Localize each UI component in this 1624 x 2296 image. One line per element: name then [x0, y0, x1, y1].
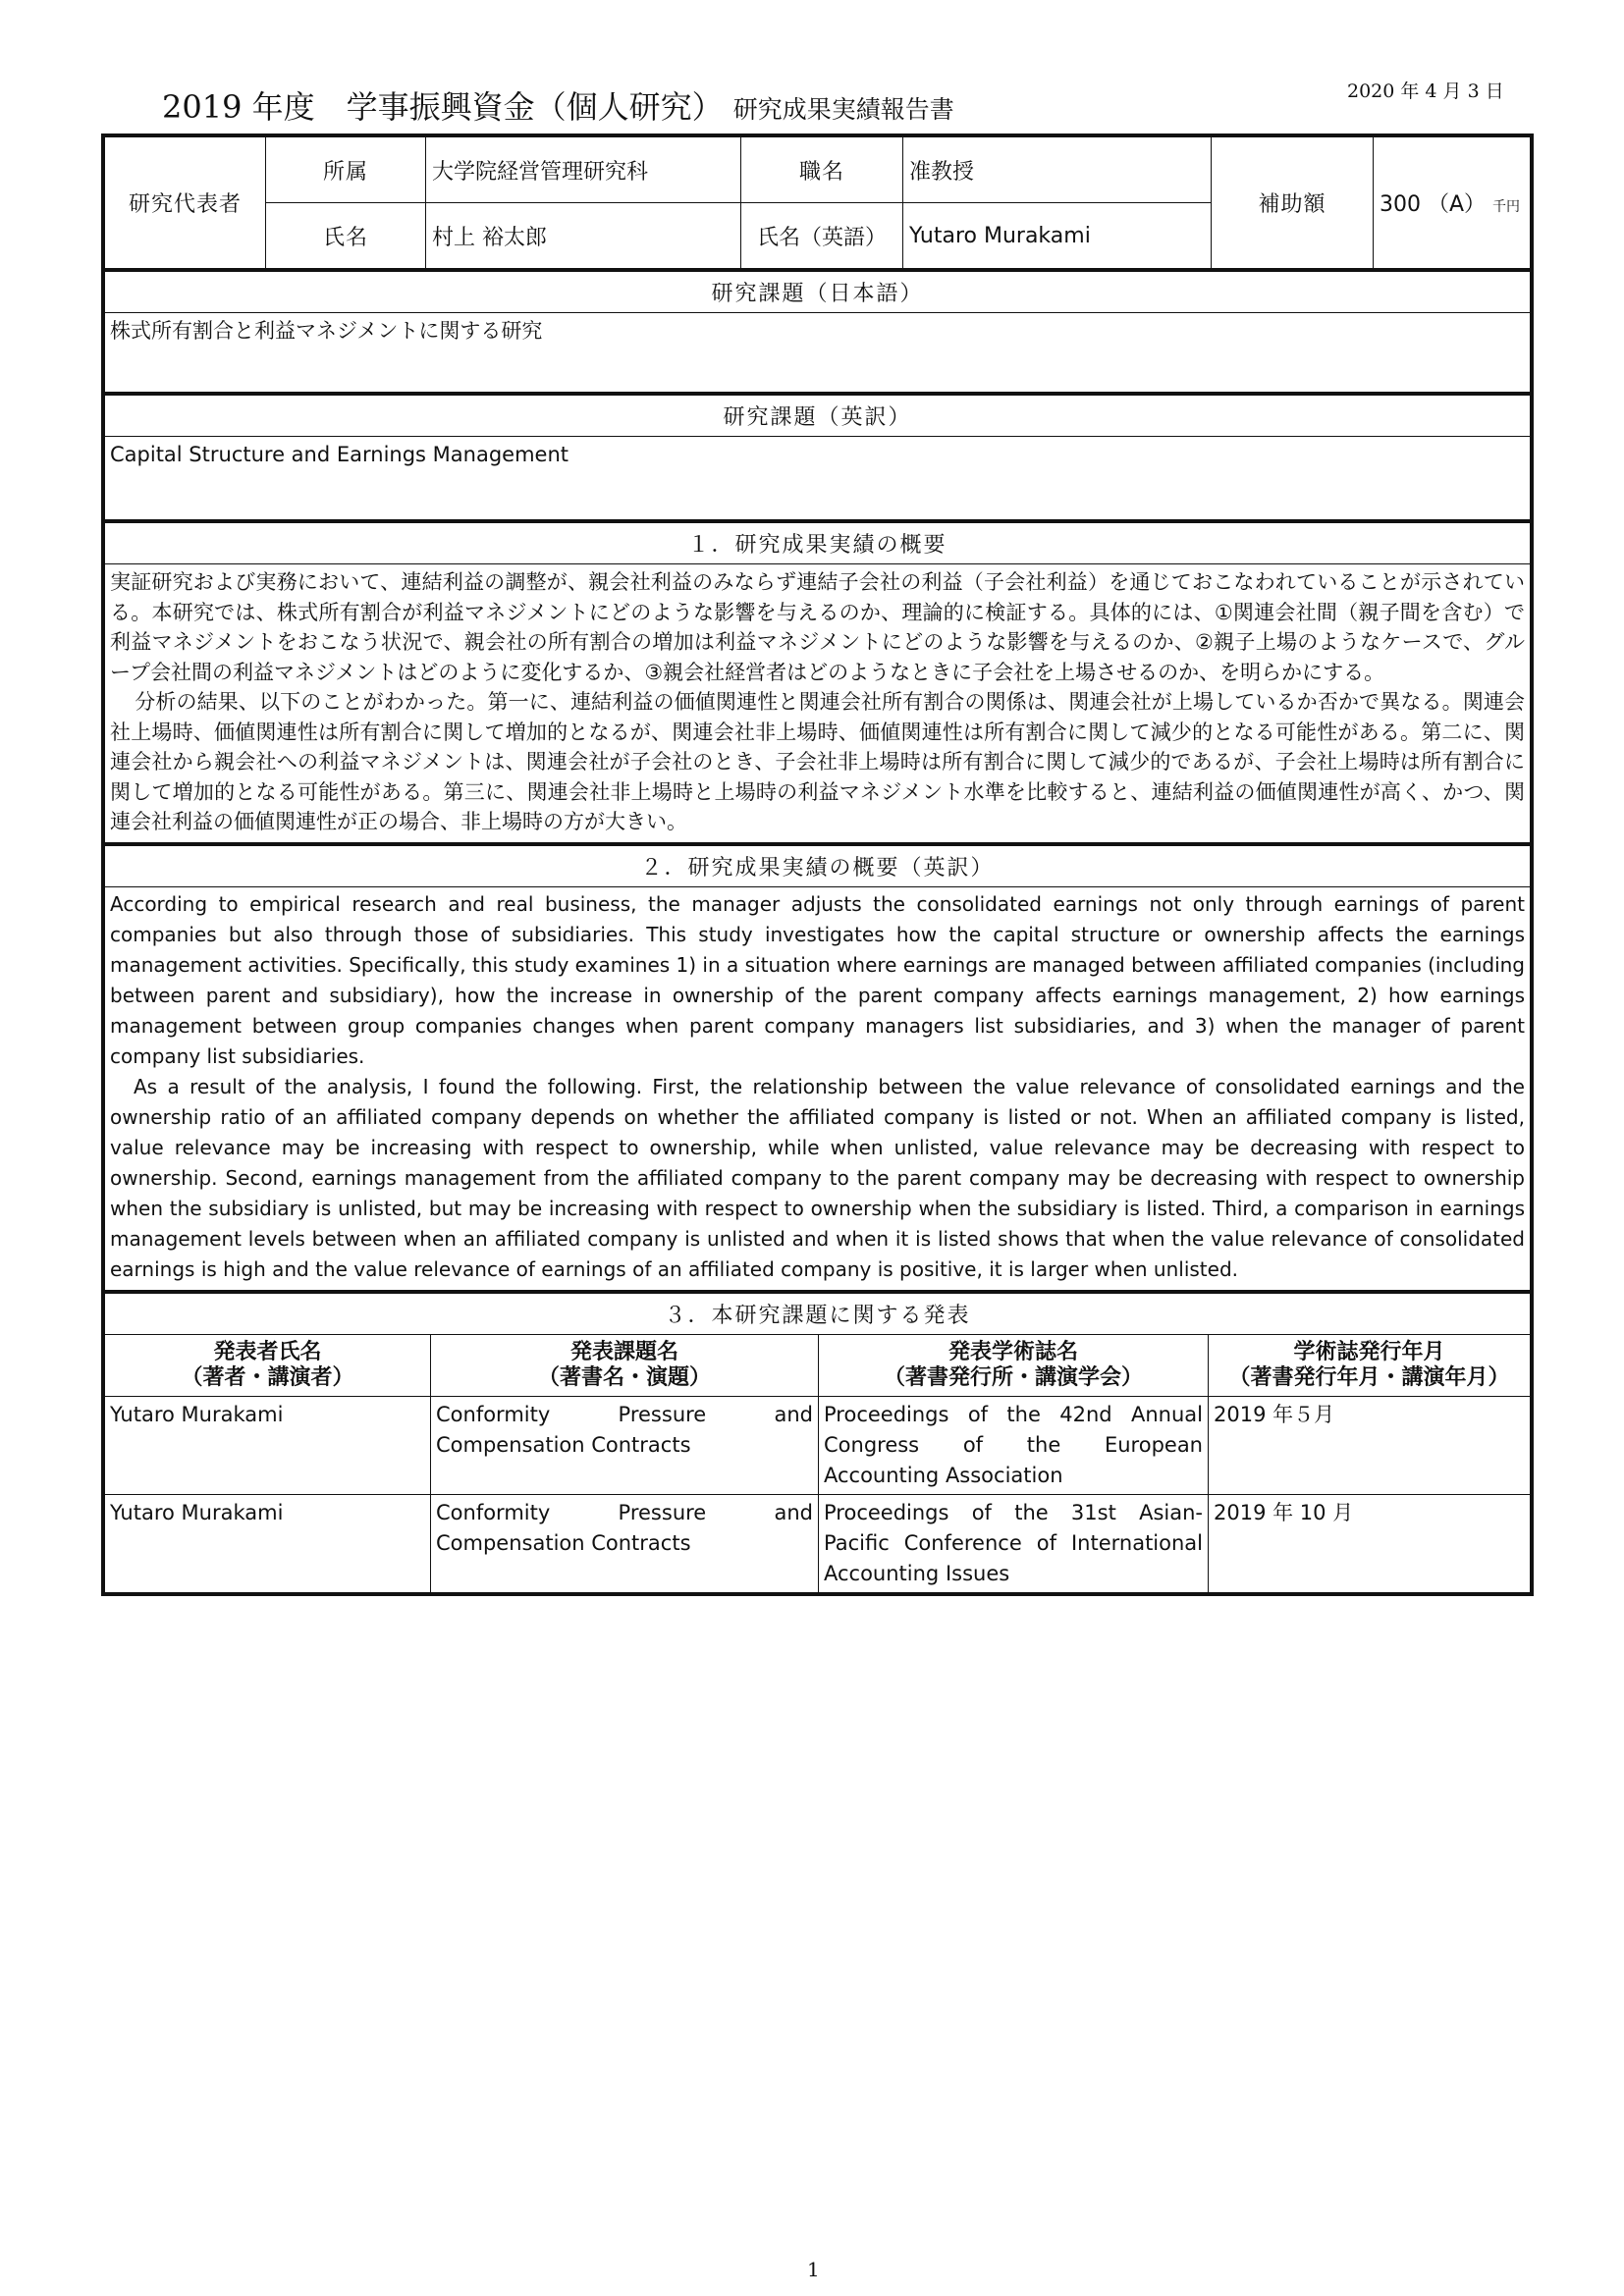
- column-header-title: [431, 1334, 819, 1396]
- summary-en-heading: ２．研究成果実績の概要（英訳）: [105, 844, 1531, 886]
- column-header-line: 発表学術誌名: [947, 1339, 1078, 1364]
- report-form: [101, 133, 1534, 1596]
- column-header-line: 発表課題名: [569, 1339, 678, 1364]
- topic-jp-text: 株式所有割合と利益マネジメントに関する研究: [105, 313, 1531, 393]
- publication-title-line: Conformity Pressure and: [436, 1402, 813, 1426]
- representative-label: 研究代表者: [105, 137, 266, 269]
- name-label: 氏名: [266, 203, 426, 269]
- summary-jp-paragraph: 分析の結果、以下のことがわかった。第一に、連結利益の価値関連性と関連会社所有割合の関係は、関連会社が上場しているか否かで異なる。関連会社上場時、価値関連性は所有割合に関して増加的となるが、関連会社非上場時、価値関連性は所有割合に関して減少的となる可能性がある。第二に、関連会社から親会社への利益マネジメントは、関連会社が子会社のとき、子会社非上場時は所有割合に関して減少的であるが、子会社上場時は所有割合に関して増加的となる可能性がある。第三に、関連会社非上場時と上場時の利益マネジメント水準を比較すると、連結利益の価値関連性が高く、かつ、関連会社利益の価値関連性が正の場合、非上場時の方が大きい。: [110, 690, 1525, 833]
- column-header-line: 発表者氏名: [213, 1339, 322, 1364]
- publication-title-line: Compensation Contracts: [436, 1530, 691, 1555]
- column-header-date: [1209, 1334, 1531, 1396]
- publication-venue-line: Congress of the European: [824, 1432, 1203, 1457]
- grant-unit: 千円: [1492, 199, 1521, 215]
- column-header-line: （著書発行年月・講演年月）: [1228, 1364, 1510, 1390]
- topic-jp-section: [104, 269, 1531, 393]
- grant-label: 補助額: [1212, 137, 1374, 269]
- summary-en-body: [105, 886, 1531, 1290]
- publication-venue: [819, 1494, 1209, 1592]
- affiliation-value: 大学院経営管理研究科: [426, 137, 741, 203]
- title-main: 2019 年度 学事振興資金（個人研究）: [162, 88, 724, 126]
- publication-venue-line: Proceedings of the 31st Asian-: [824, 1500, 1203, 1524]
- summary-jp-heading: １．研究成果実績の概要: [105, 522, 1531, 564]
- name-en-value: Yutaro Murakami: [903, 203, 1212, 269]
- topic-jp-heading: 研究課題（日本語）: [105, 271, 1531, 313]
- publication-venue-line: Proceedings of the 42nd Annual: [824, 1402, 1203, 1426]
- publication-date: 2019 年５月: [1209, 1396, 1531, 1494]
- position-value: 准教授: [903, 137, 1212, 203]
- publication-title-line: Compensation Contracts: [436, 1432, 691, 1457]
- position-label: 職名: [741, 137, 903, 203]
- table-row: [105, 1396, 1531, 1494]
- report-date: 2020 年 4 月 3 日: [1347, 80, 1504, 102]
- publication-title-line: Conformity Pressure and: [436, 1500, 813, 1524]
- column-header-line: （著者・講演者）: [181, 1364, 354, 1390]
- publication-title: [431, 1494, 819, 1592]
- summary-jp-body: [105, 564, 1531, 843]
- name-value: 村上 裕太郎: [426, 203, 741, 269]
- summary-jp-section: [104, 520, 1531, 843]
- column-header-line: （著書発行所・講演学会）: [883, 1364, 1143, 1390]
- publication-venue-line: Pacific Conference of International: [824, 1530, 1203, 1555]
- publication-venue-line: Accounting Issues: [824, 1561, 1010, 1585]
- summary-en-paragraph: As a result of the analysis, I found the following. First, the relationship between the value relevance of consolidated earnings and the ownership ratio of an affiliated company depends on whether the affiliated company is listed or not. When an affiliated company is listed, value relevance may be increasing with respect to ownership, while when unlisted, value relevance may be decreasing with respect to ownership. Second, earnings management from the affiliated company to the parent company may be decreasing with respect to ownership when the subsidiary is unlisted, but may be increasing with respect to ownership when the subsidiary is listed. Third, a comparison in earnings management levels between when an affiliated company is unlisted and when it is listed shows that when the value relevance of consolidated earnings is high and the value relevance of earnings of an affiliated company is positive, it is larger when unlisted.: [110, 1074, 1525, 1281]
- column-header-author: [105, 1334, 431, 1396]
- page-number: 1: [807, 2258, 820, 2281]
- name-en-label: 氏名（英語）: [741, 203, 903, 269]
- topic-en-heading: 研究課題（英訳）: [105, 395, 1531, 437]
- summary-en-section: [104, 843, 1531, 1291]
- publications-heading: ３．本研究課題に関する発表: [105, 1292, 1531, 1334]
- table-row: [105, 1494, 1531, 1592]
- grant-amount: [1374, 137, 1531, 269]
- publication-title: [431, 1396, 819, 1494]
- publication-venue-line: Accounting Association: [824, 1463, 1063, 1487]
- summary-jp-paragraph: 実証研究および実務において、連結利益の調整が、親会社利益のみならず連結子会社の利益（子会社利益）を通じておこなわれていることが示されている。本研究では、株式所有割合が利益マネジメントにどのような影響を与えるのか、理論的に検証する。具体的には、①関連会社間（親子間を含む）で利益マネジメントをおこなう状況で、親会社の所有割合の増加は利益マネジメントにどのような影響を与えるのか、②親子上場のようなケースで、グループ会社間の利益マネジメントはどのように変化するか、③親会社経営者はどのようなときに子会社を上場させるのか、を明らかにする。: [110, 570, 1525, 684]
- title-sub: 研究成果実績報告書: [732, 95, 954, 124]
- column-header-line: 学術誌発行年月: [1293, 1339, 1445, 1364]
- publications-section: [104, 1291, 1531, 1593]
- publication-venue: [819, 1396, 1209, 1494]
- topic-en-text: Capital Structure and Earnings Management: [105, 437, 1531, 520]
- publication-author: Yutaro Murakami: [105, 1494, 431, 1592]
- topic-en-section: [104, 393, 1531, 520]
- column-header-venue: [819, 1334, 1209, 1396]
- column-header-line: （著書名・演題）: [537, 1364, 711, 1390]
- representative-table: [104, 136, 1531, 269]
- grant-value: 300 （A）: [1380, 192, 1487, 217]
- publication-author: Yutaro Murakami: [105, 1396, 431, 1494]
- summary-en-paragraph: According to empirical research and real business, the manager adjusts the consolidated earnings not only through earnings of parent companies but also through those of subsidiaries. This study investigates how the capital structure or ownership affects the earnings management activities. Specifically, this study examines 1) in a situation where earnings are managed between affiliated companies (including between parent and subsidiary), how the increase in ownership of the parent company affects earnings management, 2) how earnings management between group companies changes when parent company managers list subsidiaries, and 3) when the manager of parent company list subsidiaries.: [110, 891, 1525, 1068]
- document-title: [162, 82, 954, 128]
- affiliation-label: 所属: [266, 137, 426, 203]
- publication-date: 2019 年 10 月: [1209, 1494, 1531, 1592]
